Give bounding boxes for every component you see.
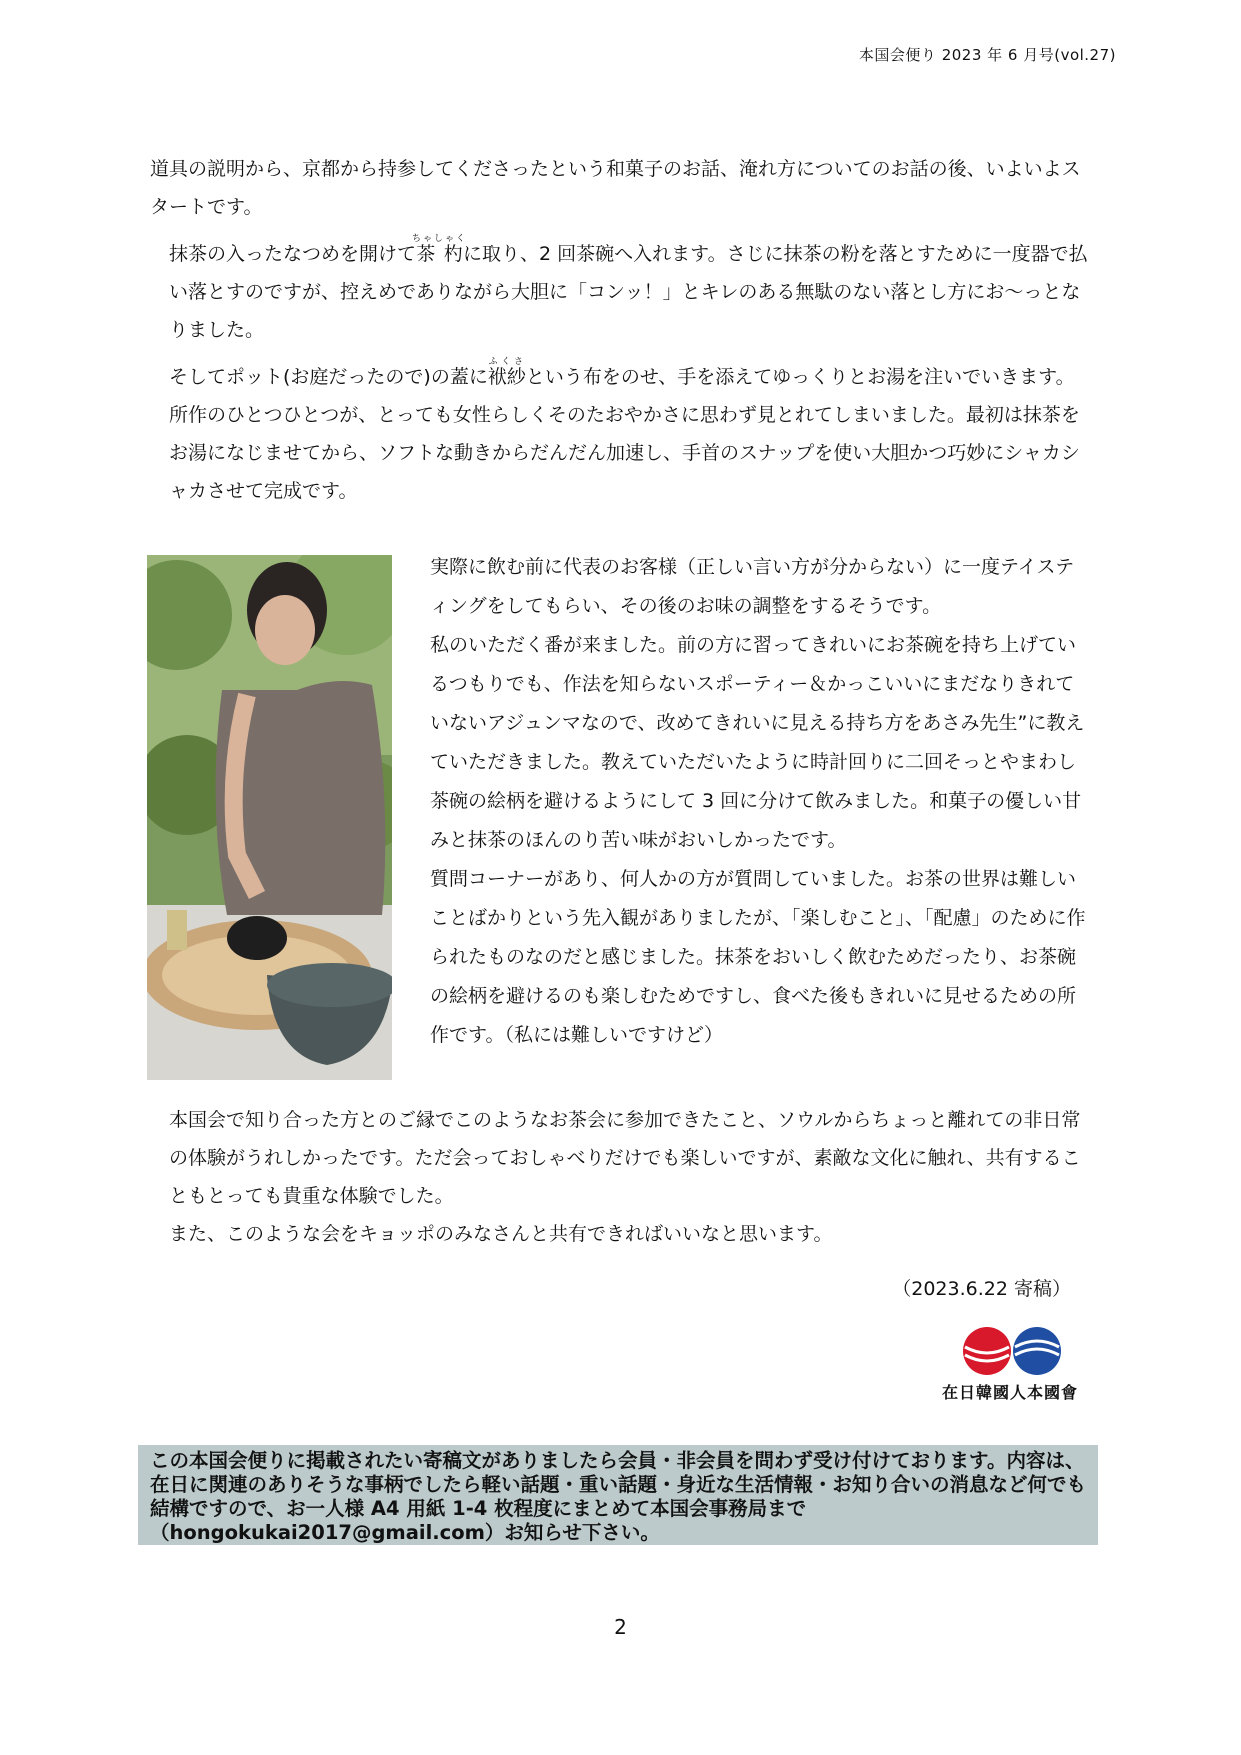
ruby-reading: ちゃしゃく [412, 234, 468, 244]
paragraph-tasting: 実際に飲む前に代表のお客様（正しい言い方が分からない）に一度テイスティングをしてもらい、その後のお味の調整をするそうです。 [430, 556, 1075, 617]
paragraph-matcha-scoop [150, 234, 1090, 349]
paragraph-reflection: 本国会で知り合った方とのご縁でこのようなお茶会に参加できたこと、ソウルからちょっと離れての非日常の体験がうれしかったです。ただ会っておしゃべりだけでも楽しいですが、素敵な文化に触れ、共有することもとっても貴重な体験でした。 [169, 1109, 1081, 1207]
contribution-date: （2023.6.22 寄稿） [892, 1278, 1071, 1300]
fukusa-ruby [487, 357, 526, 388]
article-body-closing [150, 1101, 1090, 1253]
submission-notice [138, 1445, 1098, 1545]
notice-text: この本国会便りに掲載されたい寄稿文がありましたら会員・非会員を問わず受け付けております。内容は、在日に関連のありそうな事柄でしたら軽い話題・重い話題・身近な生活情報・お知り合いの消息など何でも結構ですので、お一人様 A4 用紙 1-4 枚程度にまとめて本国会事務局まで（hongokukai2017@gmail.com）お知らせ下さい。 [150, 1449, 1087, 1544]
page-number: 2 [614, 1615, 627, 1639]
hongokukai-logo [925, 1325, 1095, 1400]
ruby-base: 茶杓 [412, 243, 468, 265]
ruby-reading: ふくさ [487, 357, 526, 367]
chashaku-ruby [412, 234, 468, 265]
paragraph-my-turn: 私のいただく番が来ました。前の方に習ってきれいにお茶碗を持ち上げているつもりでも、作法を知らないスポーティー＆かっこいいにまだなりきれていないアジュンマなので、改めてきれいに見える持ち方をあさみ先生”に教えていただきました。教えていただいたように時計回りに二回そっとやまわし茶碗の絵柄を避けるようにして 3 回に分けて飲みました。和菓子の優しい甘みと抹茶のほんのり苦い味がおいしかったです。 [430, 634, 1085, 851]
paragraph-text: という布をのせ、手を添えてゆっくりとお湯を注いでいきます。所作のひとつひとつが、とっても女性らしくそのたおやかさに思わず見とれてしまいました。最初は抹茶をお湯になじませてから、ソフトな動きからだんだん加速し、手首のスナップを使い大胆かつ巧妙にシャカシャカさせて完成です。 [169, 366, 1080, 502]
paragraph-intro: 道具の説明から、京都から持参してくださったという和菓子のお話、淹れ方についてのお話の後、いよいよスタートです。 [150, 158, 1081, 218]
paragraph-questions: 質問コーナーがあり、何人かの方が質問していました。お茶の世界は難しいことばかりという先入観がありましたが、「楽しむこと」、「配慮」のために作られたものなのだと感じました。抹茶をおいしく飲むためだったり、お茶碗の絵柄を避けるのも楽しむためですし、食べた後もきれいに見せるための所作です。（私には難しいですけど） [430, 868, 1086, 1046]
paragraph-text: 抹茶の入ったなつめを開けて [169, 243, 417, 265]
ruby-base: 袱紗 [487, 366, 526, 388]
paragraph-text: そしてポット(お庭だったので)の蓋に [169, 366, 488, 388]
article-body-wrap [411, 548, 1091, 1055]
article-body [150, 150, 1090, 510]
paragraph-closing: また、このような会をキョッポのみなさんと共有できればいいなと思います。 [169, 1223, 833, 1245]
tea-ceremony-photo [147, 555, 392, 1080]
page-header: 本国会便り 2023 年 6 月号(vol.27) [858, 46, 1116, 64]
paragraph-text: に取り、2 回茶碗へ入れます。さじに抹茶の粉を落とすために一度器で払い落とすのですが、控えめでありながら大胆に「コンッ！」とキレのある無駄のない落とし方にお〜っとなりました。 [169, 243, 1088, 341]
logo-text: 在日韓國人本國會 [941, 1383, 1078, 1402]
paragraph-pouring [150, 357, 1090, 510]
logo-mark-icon [925, 1325, 1095, 1380]
